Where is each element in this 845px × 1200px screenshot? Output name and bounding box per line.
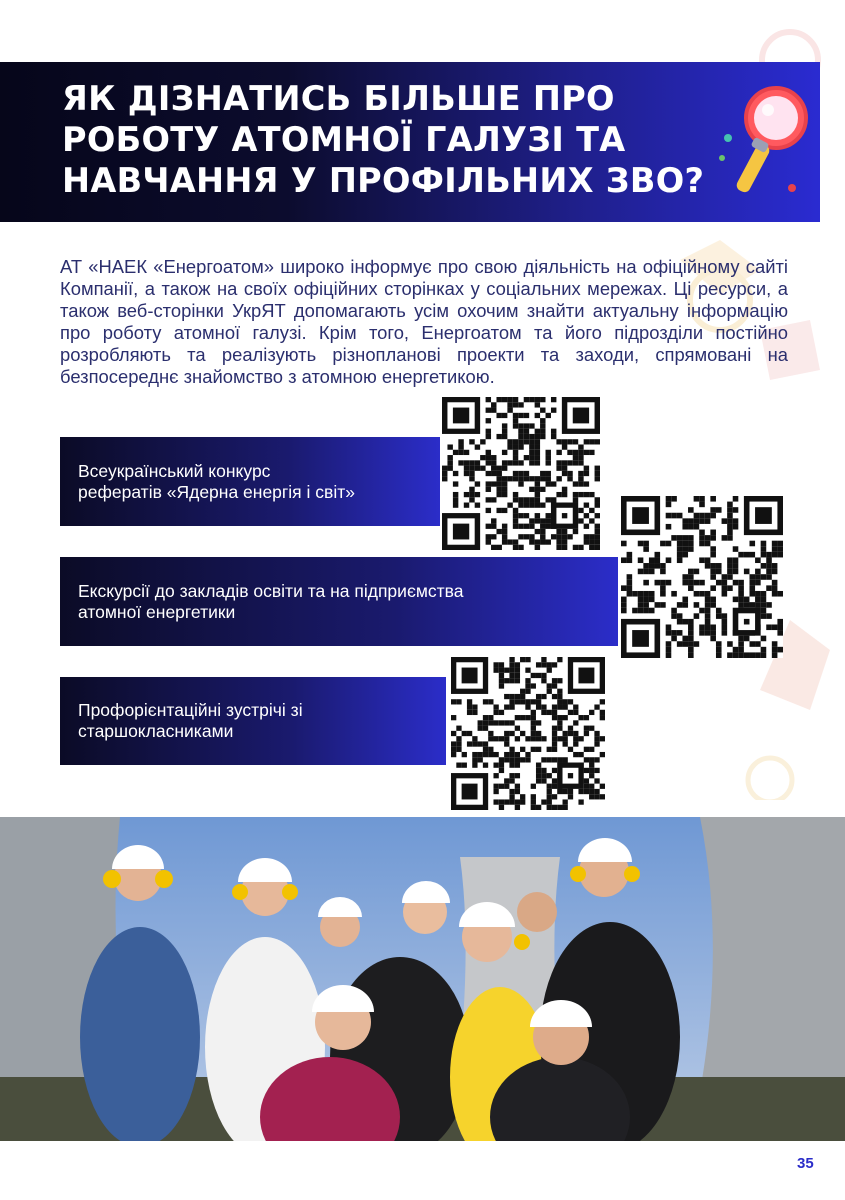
item-label-line1: Екскурсії до закладів освіти та на підприємства — [78, 580, 464, 601]
item-label-line2: старшокласниками — [78, 721, 234, 741]
qr-code-competition[interactable] — [442, 397, 600, 550]
list-item-career-meetings — [60, 677, 446, 765]
item-label-line1: Профорієнтаційні зустрічі зі — [78, 700, 303, 720]
item-label-line1: Всеукраїнський конкурс — [78, 460, 271, 481]
list-item-excursions — [60, 557, 618, 646]
item-label-line2: рефератів «Ядерна енергія і світ» — [78, 481, 355, 502]
intro-paragraph: АТ «НАЕК «Енергоатом» широко інформує про свою діяльність на офіційному сайті Компанії, а також на своїх офіційних сторінках у соціальних мережах. Ці ресурси, а також веб-сторінки УкрЯТ допомагають усім охочим знайти актуальну інформацію про роботу атомної галузі. Крім того, Енергоатом та його підрозділи постійно розробляють та реалізують різнопланові проекти та заходи, спрямовані на безпосереднє знайомство з атомною енергетикою. — [60, 256, 788, 387]
students-photo — [0, 817, 845, 1141]
item-label-line2: атомної енергетики — [78, 601, 236, 622]
qr-code-career-meetings[interactable] — [451, 657, 605, 810]
qr-code-excursions[interactable] — [621, 496, 783, 658]
magnifier-icon — [716, 80, 816, 205]
list-item-competition — [60, 437, 440, 526]
page-title: ЯК ДІЗНАТИСЬ БІЛЬШЕ ПРО РОБОТУ АТОМНОЇ ГАЛУЗІ ТА НАВЧАННЯ У ПРОФІЛЬНИХ ЗВО? — [62, 79, 705, 200]
page-number: 35 — [797, 1155, 814, 1172]
